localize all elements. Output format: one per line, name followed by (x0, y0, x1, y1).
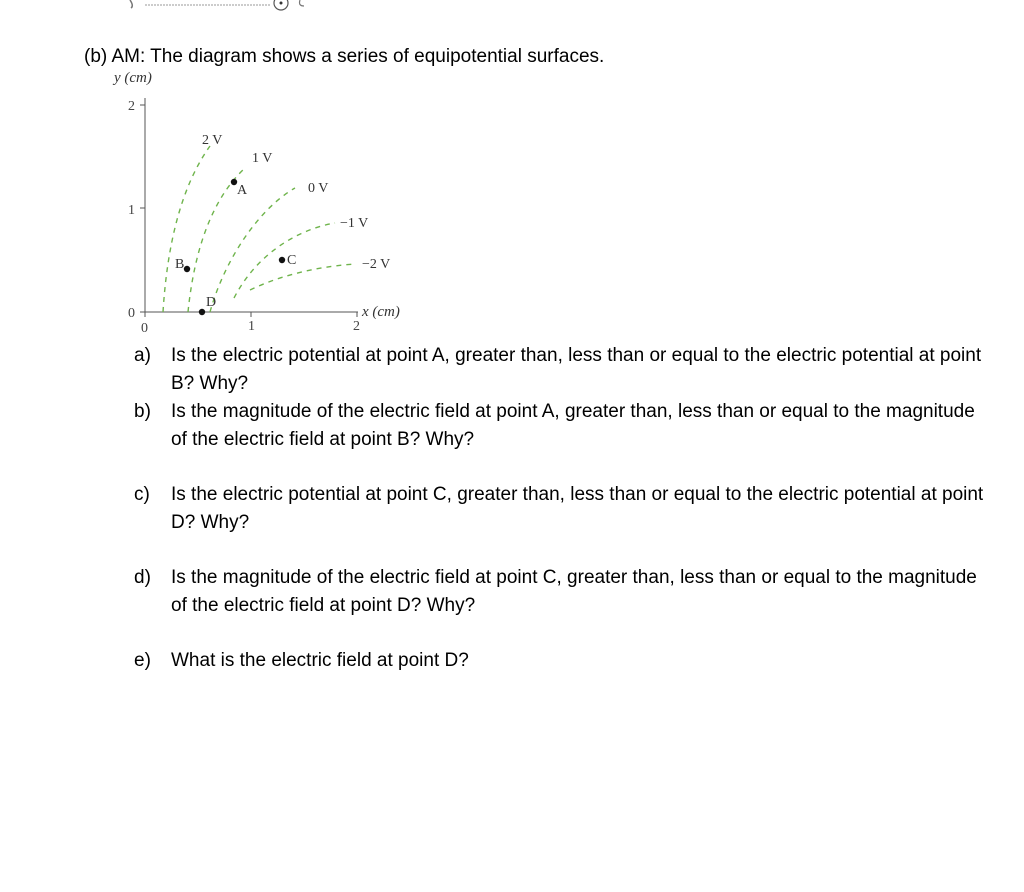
point-c-dot (279, 257, 285, 263)
question-text: What is the electric field at point D? (171, 650, 469, 671)
x-tick-2: 2 (353, 319, 360, 334)
question-label: b) (134, 401, 151, 422)
y-tick-0: 0 (128, 306, 135, 321)
section-heading: (b) AM: The diagram shows a series of equipotential surfaces. (84, 46, 605, 67)
label-neg2v: −2 V (362, 257, 391, 272)
equipotential-diagram (110, 68, 440, 340)
question-text: Is the magnitude of the electric field at point C, greater than, less than or equal to the magnitude of the electric field at point D? Why? (171, 567, 977, 616)
question-label: d) (134, 567, 151, 588)
equipotential-2v (163, 146, 210, 312)
question-text: Is the magnitude of the electric field at point A, greater than, less than or equal to the magnitude of the electric field at point B? Why? (171, 401, 975, 450)
equipotential-0v (210, 188, 295, 312)
question-e (134, 647, 984, 675)
question-b (134, 398, 984, 454)
question-list (134, 342, 984, 675)
x-axis-label: x (cm) (362, 304, 400, 320)
question-text: Is the electric potential at point C, greater than, less than or equal to the electric potential at point D? Why? (171, 484, 984, 533)
cropped-previous-figure (0, 0, 1024, 14)
point-b-dot (184, 266, 190, 272)
question-label: e) (134, 650, 151, 671)
y-tick-1: 1 (128, 203, 135, 218)
x-tick-1: 1 (248, 319, 255, 334)
point-b-label: B (175, 257, 185, 272)
question-a (134, 342, 984, 398)
equipotential-svg (110, 68, 440, 340)
y-tick-2: 2 (128, 99, 135, 114)
x-tick-0: 0 (141, 321, 148, 336)
question-label: a) (134, 345, 151, 366)
y-axis-label: y (cm) (114, 70, 152, 86)
equipotential-neg2v (250, 264, 355, 290)
point-a-label: A (237, 183, 248, 198)
question-c (134, 481, 984, 537)
label-0v: 0 V (308, 181, 329, 196)
point-d-dot (199, 309, 205, 315)
label-1v: 1 V (252, 151, 273, 166)
question-d (134, 564, 984, 620)
point-d-label: D (206, 295, 217, 310)
label-neg1v: −1 V (340, 216, 369, 231)
label-2v: 2 V (202, 133, 223, 148)
question-text: Is the electric potential at point A, greater than, less than or equal to the electric potential at point B? Why? (171, 345, 982, 394)
question-label: c) (134, 484, 150, 505)
point-c-label: C (287, 253, 297, 268)
